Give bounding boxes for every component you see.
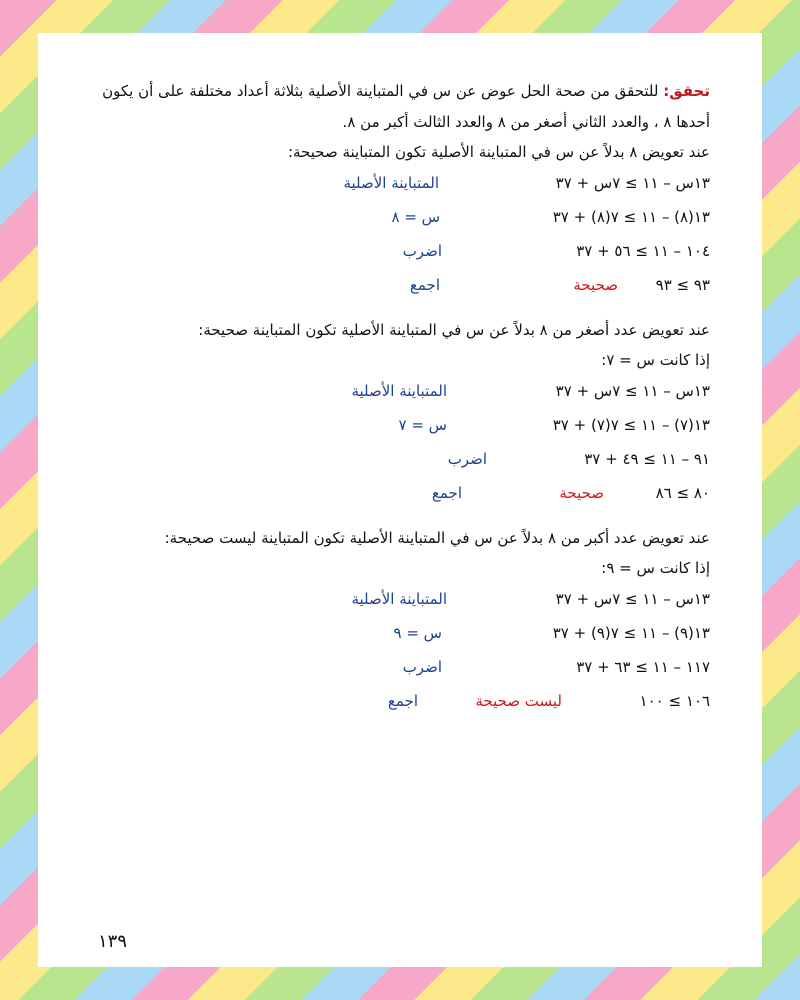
inequality-expression: ١٣(٨) – ١١ ≥ ٧(٨) + ٣٧ bbox=[552, 208, 710, 226]
status-label: صحيحة bbox=[573, 276, 618, 294]
inequality-expression: ١٣س – ١١ ≥ ٧س + ٣٧ bbox=[555, 382, 710, 400]
step-note: اضرب bbox=[402, 658, 442, 676]
section2-row bbox=[86, 414, 710, 442]
inequality-expression: ١٣(٧) – ١١ ≥ ٧(٧) + ٣٧ bbox=[552, 416, 710, 434]
inequality-expression: ١٠٦ ≥ ١٠٠ bbox=[639, 692, 710, 710]
section2-row bbox=[86, 380, 710, 408]
section3-condition: إذا كانت س = ٩: bbox=[601, 559, 710, 577]
check-paragraph bbox=[86, 81, 710, 101]
step-note: اجمع bbox=[409, 276, 440, 294]
section1-row bbox=[86, 206, 710, 234]
section1-row bbox=[86, 274, 710, 302]
step-note: المتباينة الأصلية bbox=[343, 174, 439, 192]
section3-intro: عند تعويض عدد أكبر من ٨ بدلاً عن س في المتباينة الأصلية تكون المتباينة ليست صحيحة: bbox=[164, 529, 710, 547]
section2-intro: عند تعويض عدد أصغر من ٨ بدلاً عن س في المتباينة الأصلية تكون المتباينة صحيحة: bbox=[198, 321, 710, 339]
inequality-expression: ٩٣ ≥ ٩٣ bbox=[655, 276, 710, 294]
step-note: س = ٧ bbox=[398, 416, 447, 434]
step-note: س = ٨ bbox=[391, 208, 440, 226]
inequality-expression: ٩١ – ١١ ≥ ٤٩ + ٣٧ bbox=[584, 450, 710, 468]
page-number: ١٣٩ bbox=[98, 931, 128, 952]
inequality-expression: ١٠٤ – ١١ ≥ ٥٦ + ٣٧ bbox=[576, 242, 710, 260]
inequality-expression: ٨٠ ≥ ٨٦ bbox=[655, 484, 710, 502]
step-note: المتباينة الأصلية bbox=[351, 382, 447, 400]
status-label: صحيحة bbox=[559, 484, 604, 502]
step-note: اضرب bbox=[447, 450, 487, 468]
section2-condition: إذا كانت س = ٧: bbox=[601, 351, 710, 369]
step-note: اضرب bbox=[402, 242, 442, 260]
section2-row bbox=[86, 482, 710, 510]
section3-row bbox=[86, 622, 710, 650]
step-note: اجمع bbox=[431, 484, 462, 502]
section3-row bbox=[86, 690, 710, 718]
section2-row bbox=[86, 448, 710, 476]
check-text-line2: أحدها ٨ ، والعدد الثاني أصغر من ٨ والعدد الثالث أكبر من ٨. bbox=[342, 113, 710, 131]
section3-row bbox=[86, 656, 710, 684]
section1-row bbox=[86, 172, 710, 200]
step-note: المتباينة الأصلية bbox=[351, 590, 447, 608]
check-label: تحقق: bbox=[663, 82, 710, 100]
inequality-expression: ١٣س – ١١ ≥ ٧س + ٣٧ bbox=[555, 174, 710, 192]
inequality-expression: ١٣(٩) – ١١ ≥ ٧(٩) + ٣٧ bbox=[552, 624, 710, 642]
section1-row bbox=[86, 240, 710, 268]
step-note: اجمع bbox=[387, 692, 418, 710]
page bbox=[38, 33, 762, 967]
page-content bbox=[86, 81, 710, 724]
section3-row bbox=[86, 588, 710, 616]
step-note: س = ٩ bbox=[393, 624, 442, 642]
status-label: ليست صحيحة bbox=[475, 692, 562, 710]
inequality-expression: ١٣س – ١١ ≥ ٧س + ٣٧ bbox=[555, 590, 710, 608]
inequality-expression: ١١٧ – ١١ ≥ ٦٣ + ٣٧ bbox=[576, 658, 710, 676]
section1-intro: عند تعويض ٨ بدلاً عن س في المتباينة الأصلية تكون المتباينة صحيحة: bbox=[287, 143, 710, 161]
check-text-line1: للتحقق من صحة الحل عوض عن س في المتباينة الأصلية بثلاثة أعداد مختلفة على أن يكون bbox=[102, 82, 664, 100]
